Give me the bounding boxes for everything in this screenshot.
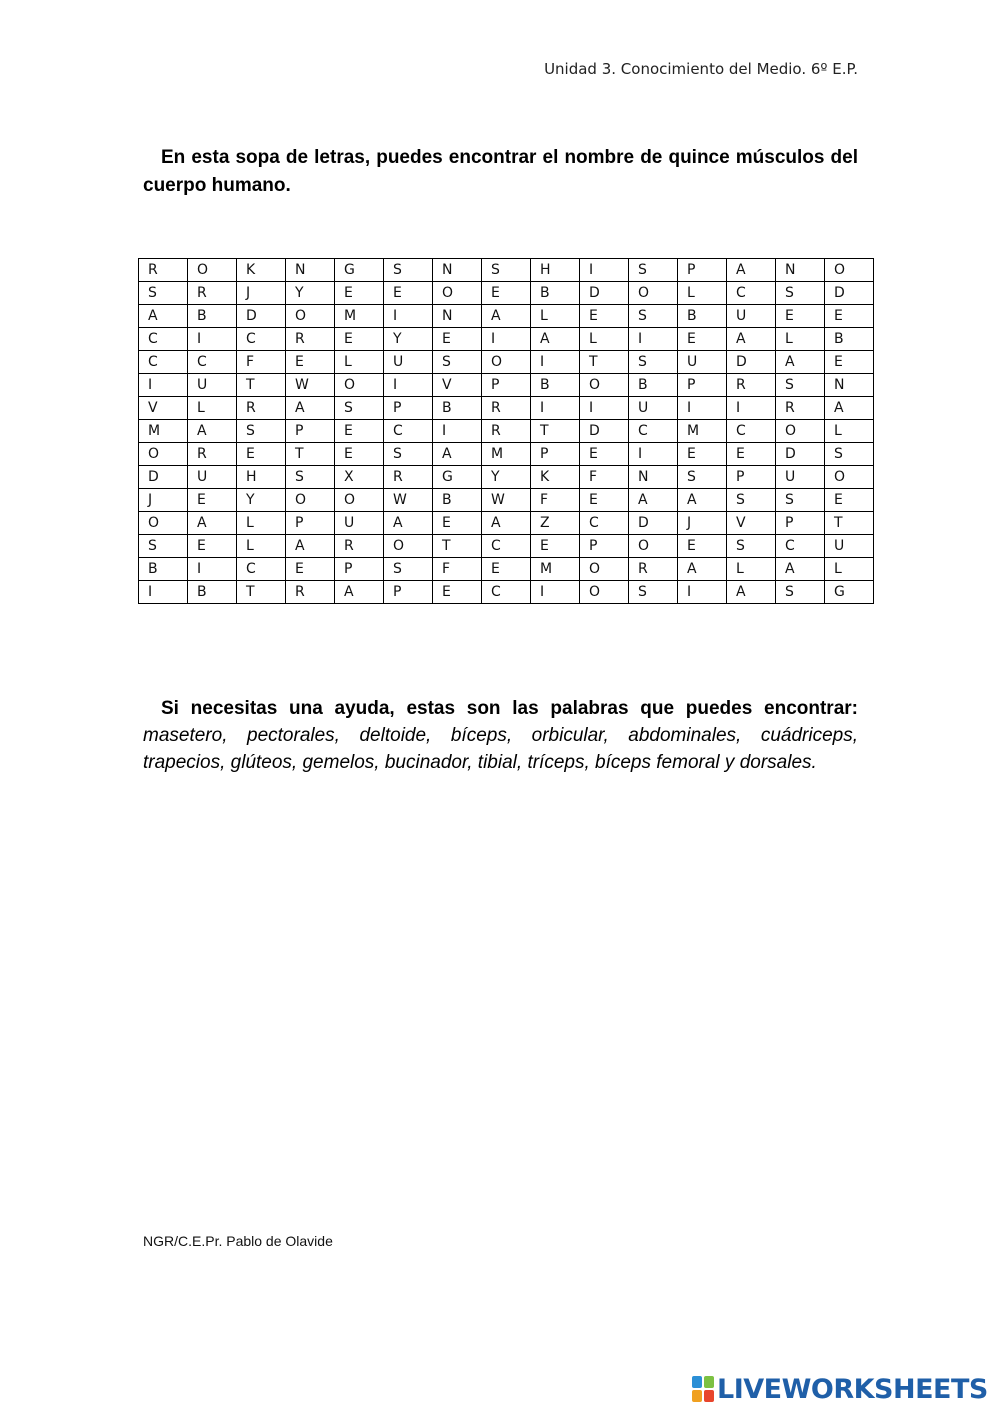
grid-cell[interactable]: B (139, 558, 188, 581)
grid-cell[interactable]: S (727, 489, 776, 512)
grid-cell[interactable]: P (531, 443, 580, 466)
grid-cell[interactable]: R (188, 443, 237, 466)
grid-cell[interactable]: I (727, 397, 776, 420)
grid-cell[interactable]: C (139, 328, 188, 351)
grid-cell[interactable]: U (825, 535, 874, 558)
grid-cell[interactable]: O (825, 259, 874, 282)
grid-cell[interactable]: S (482, 259, 531, 282)
grid-cell[interactable]: U (188, 374, 237, 397)
grid-cell[interactable]: P (384, 397, 433, 420)
grid-cell[interactable]: R (139, 259, 188, 282)
grid-cell[interactable]: T (531, 420, 580, 443)
grid-cell[interactable]: I (580, 259, 629, 282)
grid-cell[interactable]: B (629, 374, 678, 397)
grid-cell[interactable]: Y (237, 489, 286, 512)
grid-cell[interactable]: I (678, 397, 727, 420)
grid-row (139, 374, 874, 397)
grid-cell[interactable]: C (727, 282, 776, 305)
grid-cell[interactable]: I (188, 558, 237, 581)
grid-cell[interactable]: R (286, 328, 335, 351)
grid-cell[interactable]: L (727, 558, 776, 581)
grid-cell[interactable]: Y (482, 466, 531, 489)
grid-cell[interactable]: T (237, 374, 286, 397)
grid-cell[interactable]: D (580, 282, 629, 305)
grid-cell[interactable]: M (335, 305, 384, 328)
grid-cell[interactable]: B (433, 397, 482, 420)
grid-cell[interactable]: I (531, 397, 580, 420)
grid-cell[interactable]: I (678, 581, 727, 604)
grid-cell[interactable]: C (776, 535, 825, 558)
grid-cell[interactable]: L (825, 420, 874, 443)
hint-title: Si necesitas una ayuda, estas son las palabras que puedes encontrar: (161, 698, 858, 719)
grid-cell[interactable]: M (482, 443, 531, 466)
grid-cell[interactable]: G (433, 466, 482, 489)
grid-cell[interactable]: S (384, 259, 433, 282)
grid-cell[interactable]: O (580, 581, 629, 604)
grid-cell[interactable]: O (629, 535, 678, 558)
grid-cell[interactable]: C (188, 351, 237, 374)
grid-cell[interactable]: N (825, 374, 874, 397)
grid-cell[interactable]: S (678, 466, 727, 489)
grid-cell[interactable]: D (776, 443, 825, 466)
grid-cell[interactable]: E (188, 535, 237, 558)
grid-cell[interactable]: I (384, 374, 433, 397)
grid-cell[interactable]: S (776, 282, 825, 305)
grid-cell[interactable]: S (776, 581, 825, 604)
grid-cell[interactable]: A (335, 581, 384, 604)
grid-cell[interactable]: O (482, 351, 531, 374)
grid-row (139, 397, 874, 420)
grid-cell[interactable]: A (531, 328, 580, 351)
grid-cell[interactable]: F (237, 351, 286, 374)
grid-cell[interactable]: R (286, 581, 335, 604)
grid-cell[interactable]: A (286, 397, 335, 420)
grid-cell[interactable]: E (384, 282, 433, 305)
grid-cell[interactable]: E (825, 305, 874, 328)
grid-cell[interactable]: N (433, 259, 482, 282)
grid-cell[interactable]: B (678, 305, 727, 328)
grid-cell[interactable]: D (825, 282, 874, 305)
grid-cell[interactable]: S (629, 259, 678, 282)
grid-row (139, 558, 874, 581)
grid-cell[interactable]: Y (384, 328, 433, 351)
grid-cell[interactable]: G (825, 581, 874, 604)
grid-cell[interactable]: E (580, 489, 629, 512)
grid-row (139, 282, 874, 305)
grid-cell[interactable]: W (286, 374, 335, 397)
grid-cell[interactable]: J (678, 512, 727, 535)
grid-cell[interactable]: I (629, 328, 678, 351)
grid-cell[interactable]: D (580, 420, 629, 443)
grid-cell[interactable]: U (384, 351, 433, 374)
grid-cell[interactable]: O (188, 259, 237, 282)
grid-cell[interactable]: E (678, 535, 727, 558)
grid-cell[interactable]: O (384, 535, 433, 558)
grid-cell[interactable]: E (482, 282, 531, 305)
grid-cell[interactable]: E (727, 443, 776, 466)
grid-cell[interactable]: I (139, 374, 188, 397)
footer-credit: NGR/C.E.Pr. Pablo de Olavide (143, 1233, 333, 1249)
grid-cell[interactable]: B (188, 581, 237, 604)
grid-cell[interactable]: P (580, 535, 629, 558)
grid-cell[interactable]: L (776, 328, 825, 351)
grid-cell[interactable]: I (384, 305, 433, 328)
grid-row (139, 259, 874, 282)
grid-row (139, 489, 874, 512)
grid-cell[interactable]: P (727, 466, 776, 489)
grid-cell[interactable]: E (825, 351, 874, 374)
grid-cell[interactable]: I (531, 581, 580, 604)
hint-word-list: masetero, pectorales, deltoide, bíceps, orbicular, abdominales, cuádriceps, trapecios, glúteos, gemelos, bucinador, tibial, tríceps, bíceps femoral y dorsales. (143, 725, 858, 773)
grid-cell[interactable]: A (727, 581, 776, 604)
grid-cell[interactable]: O (139, 512, 188, 535)
grid-cell[interactable]: O (335, 374, 384, 397)
grid-cell[interactable]: G (335, 259, 384, 282)
grid-cell[interactable]: C (237, 558, 286, 581)
grid-cell[interactable]: E (678, 443, 727, 466)
grid-cell[interactable]: S (384, 558, 433, 581)
grid-cell[interactable]: Y (286, 282, 335, 305)
grid-cell[interactable]: N (433, 305, 482, 328)
grid-cell[interactable]: P (286, 420, 335, 443)
grid-cell[interactable]: C (580, 512, 629, 535)
grid-row (139, 328, 874, 351)
grid-cell[interactable]: U (629, 397, 678, 420)
grid-cell[interactable]: A (433, 443, 482, 466)
grid-cell[interactable]: J (139, 489, 188, 512)
grid-cell[interactable]: N (286, 259, 335, 282)
grid-cell[interactable]: R (482, 397, 531, 420)
grid-cell[interactable]: A (384, 512, 433, 535)
grid-cell[interactable]: O (139, 443, 188, 466)
grid-cell[interactable]: C (139, 351, 188, 374)
grid-cell[interactable]: B (531, 374, 580, 397)
grid-cell[interactable]: M (531, 558, 580, 581)
grid-cell[interactable]: F (531, 489, 580, 512)
grid-cell[interactable]: A (776, 558, 825, 581)
grid-cell[interactable]: E (286, 558, 335, 581)
grid-cell[interactable]: R (335, 535, 384, 558)
grid-cell[interactable]: U (335, 512, 384, 535)
grid-cell[interactable]: O (433, 282, 482, 305)
grid-cell[interactable]: B (825, 328, 874, 351)
grid-cell[interactable]: E (335, 443, 384, 466)
grid-cell[interactable]: O (776, 420, 825, 443)
grid-cell[interactable]: I (433, 420, 482, 443)
grid-cell[interactable]: F (433, 558, 482, 581)
grid-cell[interactable]: L (678, 282, 727, 305)
grid-cell[interactable]: O (825, 466, 874, 489)
grid-cell[interactable]: L (580, 328, 629, 351)
grid-cell[interactable]: O (335, 489, 384, 512)
hint-block (143, 695, 858, 776)
grid-cell[interactable]: O (629, 282, 678, 305)
grid-row (139, 581, 874, 604)
grid-cell[interactable]: U (678, 351, 727, 374)
grid-cell[interactable]: S (629, 305, 678, 328)
grid-cell[interactable]: A (629, 489, 678, 512)
grid-cell[interactable]: A (482, 512, 531, 535)
grid-cell[interactable]: E (580, 443, 629, 466)
grid-cell[interactable]: P (678, 259, 727, 282)
grid-cell[interactable]: O (580, 374, 629, 397)
grid-row (139, 305, 874, 328)
grid-cell[interactable]: R (237, 397, 286, 420)
grid-cell[interactable]: C (629, 420, 678, 443)
grid-cell[interactable]: M (678, 420, 727, 443)
grid-cell[interactable]: A (139, 305, 188, 328)
grid-cell[interactable]: J (237, 282, 286, 305)
grid-cell[interactable]: D (727, 351, 776, 374)
grid-cell[interactable]: A (678, 489, 727, 512)
grid-cell[interactable]: F (580, 466, 629, 489)
grid-cell[interactable]: E (825, 489, 874, 512)
grid-cell[interactable]: S (335, 397, 384, 420)
grid-cell[interactable]: S (139, 535, 188, 558)
grid-cell[interactable]: T (433, 535, 482, 558)
grid-cell[interactable]: T (825, 512, 874, 535)
grid-cell[interactable]: E (188, 489, 237, 512)
grid-cell[interactable]: K (237, 259, 286, 282)
grid-cell[interactable]: P (335, 558, 384, 581)
grid-cell[interactable]: D (139, 466, 188, 489)
grid-cell[interactable]: A (482, 305, 531, 328)
grid-cell[interactable]: S (776, 374, 825, 397)
grid-cell[interactable]: I (139, 581, 188, 604)
grid-cell[interactable]: E (482, 558, 531, 581)
grid-cell[interactable]: R (188, 282, 237, 305)
grid-cell[interactable]: E (433, 328, 482, 351)
grid-cell[interactable]: R (629, 558, 678, 581)
grid-cell[interactable]: S (286, 466, 335, 489)
grid-cell[interactable]: A (776, 351, 825, 374)
grid-cell[interactable]: T (286, 443, 335, 466)
grid-cell[interactable]: L (825, 558, 874, 581)
word-search-grid (138, 258, 874, 604)
grid-cell[interactable]: P (482, 374, 531, 397)
grid-cell[interactable]: D (629, 512, 678, 535)
grid-cell[interactable]: A (727, 259, 776, 282)
grid-cell[interactable]: B (531, 282, 580, 305)
grid-cell[interactable]: L (188, 397, 237, 420)
grid-cell[interactable]: E (237, 443, 286, 466)
grid-row (139, 512, 874, 535)
grid-cell[interactable]: P (286, 512, 335, 535)
page-header: Unidad 3. Conocimiento del Medio. 6º E.P. (544, 60, 858, 78)
grid-cell[interactable]: T (237, 581, 286, 604)
grid-cell[interactable]: I (531, 351, 580, 374)
grid-cell[interactable]: E (335, 328, 384, 351)
grid-cell[interactable]: M (139, 420, 188, 443)
logo-icon (692, 1376, 714, 1402)
grid-row (139, 443, 874, 466)
grid-cell[interactable]: I (188, 328, 237, 351)
grid-cell[interactable]: O (580, 558, 629, 581)
grid-cell[interactable]: V (139, 397, 188, 420)
grid-cell[interactable]: E (335, 420, 384, 443)
grid-cell[interactable]: E (531, 535, 580, 558)
instructions: En esta sopa de letras, puedes encontrar el nombre de quince músculos del cuerpo humano. (143, 147, 858, 196)
grid-cell[interactable]: X (335, 466, 384, 489)
grid-cell[interactable]: C (482, 535, 531, 558)
grid-cell[interactable]: W (384, 489, 433, 512)
grid-cell[interactable]: V (433, 374, 482, 397)
logo-text: LIVEWORKSHEETS (717, 1373, 988, 1405)
grid-cell[interactable]: P (678, 374, 727, 397)
grid-cell[interactable]: T (580, 351, 629, 374)
grid-cell[interactable]: B (188, 305, 237, 328)
grid-cell[interactable]: S (825, 443, 874, 466)
grid-cell[interactable]: K (531, 466, 580, 489)
grid-cell[interactable]: N (629, 466, 678, 489)
grid-cell[interactable]: E (335, 282, 384, 305)
grid-cell[interactable]: L (335, 351, 384, 374)
grid-cell[interactable]: H (531, 259, 580, 282)
grid-cell[interactable]: N (776, 259, 825, 282)
grid-cell[interactable]: L (531, 305, 580, 328)
grid-cell[interactable]: R (727, 374, 776, 397)
grid-cell[interactable]: U (188, 466, 237, 489)
grid-cell[interactable]: A (678, 558, 727, 581)
grid-row (139, 466, 874, 489)
grid-cell[interactable]: C (384, 420, 433, 443)
liveworksheets-logo[interactable] (692, 1374, 988, 1404)
grid-cell[interactable]: I (580, 397, 629, 420)
grid-cell[interactable]: O (286, 305, 335, 328)
grid-cell[interactable]: S (237, 420, 286, 443)
grid-cell[interactable]: B (433, 489, 482, 512)
grid-cell[interactable]: S (384, 443, 433, 466)
grid-cell[interactable]: U (776, 466, 825, 489)
grid-cell[interactable]: E (433, 581, 482, 604)
grid-cell[interactable]: A (188, 420, 237, 443)
grid-cell[interactable]: S (727, 535, 776, 558)
grid-cell[interactable]: P (384, 581, 433, 604)
grid-cell[interactable]: R (384, 466, 433, 489)
grid-row (139, 420, 874, 443)
grid-row (139, 351, 874, 374)
grid-cell[interactable]: A (286, 535, 335, 558)
grid-cell[interactable]: E (580, 305, 629, 328)
grid-cell[interactable]: A (188, 512, 237, 535)
grid-cell[interactable]: V (727, 512, 776, 535)
grid-cell[interactable]: A (727, 328, 776, 351)
grid-cell[interactable]: C (237, 328, 286, 351)
grid-cell[interactable]: P (776, 512, 825, 535)
grid-cell[interactable]: E (286, 351, 335, 374)
grid-cell[interactable]: U (727, 305, 776, 328)
grid-cell[interactable]: I (482, 328, 531, 351)
grid-cell[interactable]: R (482, 420, 531, 443)
grid-cell[interactable]: S (433, 351, 482, 374)
grid-cell[interactable]: C (482, 581, 531, 604)
grid-cell[interactable]: S (629, 351, 678, 374)
grid-cell[interactable]: E (433, 512, 482, 535)
grid-cell[interactable]: S (629, 581, 678, 604)
grid-cell[interactable]: C (727, 420, 776, 443)
grid-cell[interactable]: R (776, 397, 825, 420)
grid-cell[interactable]: D (237, 305, 286, 328)
grid-cell[interactable]: Z (531, 512, 580, 535)
grid-cell[interactable]: L (237, 535, 286, 558)
grid-cell[interactable]: I (629, 443, 678, 466)
grid-cell[interactable]: E (678, 328, 727, 351)
grid-cell[interactable]: E (776, 305, 825, 328)
grid-cell[interactable]: S (776, 489, 825, 512)
grid-cell[interactable]: O (286, 489, 335, 512)
grid-cell[interactable]: L (237, 512, 286, 535)
grid-cell[interactable]: H (237, 466, 286, 489)
grid-cell[interactable]: A (825, 397, 874, 420)
grid-row (139, 535, 874, 558)
grid-cell[interactable]: S (139, 282, 188, 305)
grid-cell[interactable]: W (482, 489, 531, 512)
